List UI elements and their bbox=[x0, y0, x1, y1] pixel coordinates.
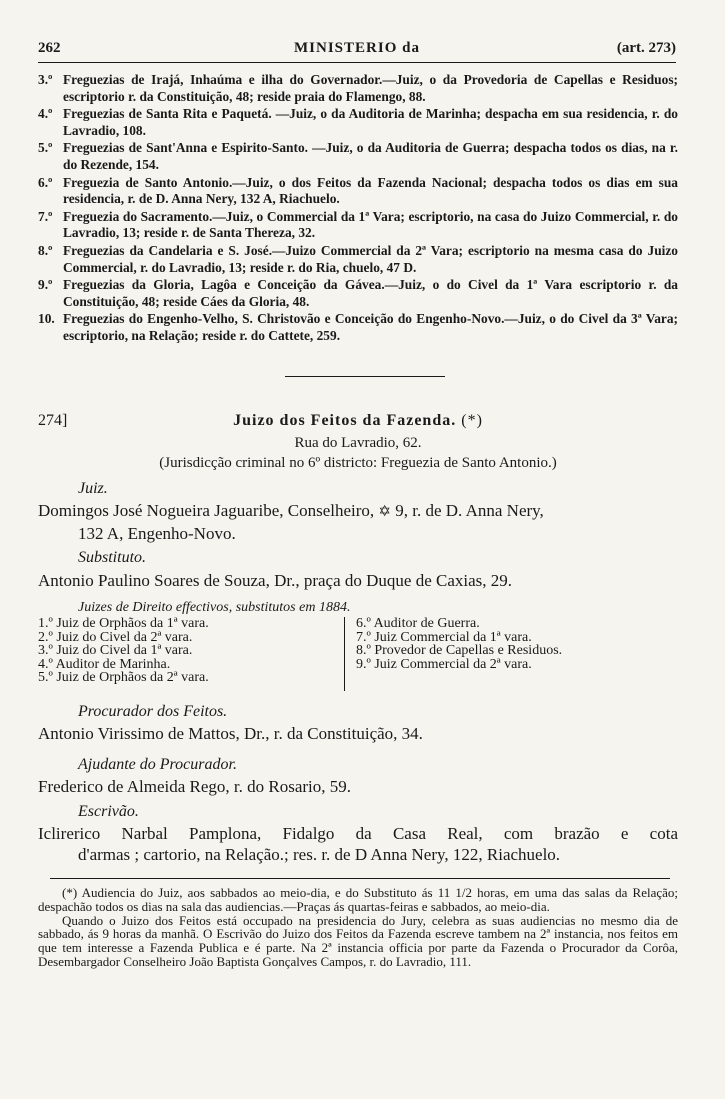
ajudante-entry: Frederico de Almeida Rego, r. do Rosario, 59. bbox=[38, 777, 352, 796]
section-divider bbox=[285, 376, 445, 377]
list-item: 7.º Freguezia do Sacramento.—Juiz, o Commercial da 1ª Vara; escriptorio, na casa do Juizo Commercial, r. do Lavradio, 13; reside r. de Santa Thereza, 32. bbox=[38, 208, 678, 241]
ajudante-label: Ajudante do Procurador. bbox=[78, 756, 237, 773]
list-item: 1.º Juiz de Orphãos da 1ª vara. bbox=[38, 616, 209, 631]
column-divider bbox=[344, 617, 345, 691]
list-item: 8.º Provedor de Capellas e Residuos. bbox=[356, 643, 563, 658]
list-item: 3.º Freguezias de Irajá, Inhaúma e ilha do Governador.—Juiz, o da Provedoria de Capellas e Residuos; escriptorio r. da Constituição, 48; reside praia do Flamengo, 88. bbox=[38, 72, 678, 104]
section-number: 274] bbox=[38, 412, 68, 429]
footnote-paragraph: (*) Audiencia do Juiz, aos sabbados ao meio-dia, e do Substituto ás 11 1/2 horas, em uma das salas da Relação; despachão todos os dias na sala das audiencias.—Praças ás quartas-feiras e sabbados, ao meio-dia. bbox=[38, 885, 678, 914]
running-head bbox=[38, 38, 676, 63]
list-item: 6.º Freguezia de Santo Antonio.—Juiz, o dos Feitos da Fazenda Nacional; despacha todos os dias em sua residencia, r. de D. Anna Nery, 132 A, Riachuelo. bbox=[38, 174, 678, 207]
escrivao-entry: Iclirerico Narbal Pamplona, Fidalgo da Casa Real, com brazão e cota d'armas ; cartorio, na Relação.; res. r. de D Anna Nery, 122, Riachuelo. bbox=[38, 824, 678, 864]
article-reference: (art. 273) bbox=[616, 40, 676, 56]
footnote-mark: (*) bbox=[461, 412, 483, 429]
star-of-david-icon: ✡ bbox=[378, 504, 391, 520]
escrivao-label: Escrivão. bbox=[78, 803, 139, 820]
list-item: 6.º Auditor de Guerra. bbox=[356, 616, 480, 631]
list-item: 4.º Auditor de Marinha. bbox=[38, 656, 171, 672]
list-item: 8.º Freguezias da Candelaria e S. José.—Juizo Commercial da 2ª Vara; escriptorio na mesma casa do Juizo Commercial, r. do Lavradio, 13; reside r. do Ria, chuelo, 47 D. bbox=[38, 242, 678, 275]
section-jurisdiction: (Jurisdicção criminal no 6º districto: Freguezia de Santo Antonio.) bbox=[159, 455, 557, 471]
section-address: Rua do Lavradio, 62. bbox=[294, 435, 422, 451]
running-title: MINISTERIO da bbox=[294, 40, 420, 56]
list-item: 10. Freguezias do Engenho-Velho, S. Christovão e Conceição do Engenho-Novo.—Juiz, o do Civel da 3ª Vara; escriptorio, na Relação; reside r. do Cattete, 259. bbox=[38, 311, 678, 343]
juizes-heading: Juizes de Direito effectivos, substitutos em 1884. bbox=[78, 600, 351, 615]
juiz-entry: Domingos José Nogueira Jaguaribe, Conselheiro, ✡ 9, r. de D. Anna Nery, 132 A, Engenho-Novo. bbox=[38, 501, 544, 543]
list-item: 7.º Juiz Commercial da 1ª vara. bbox=[356, 629, 532, 645]
list-item: 2.º Juiz do Civel da 2ª vara. bbox=[38, 629, 193, 645]
substituto-entry: Antonio Paulino Soares de Souza, Dr., praça do Duque de Caxias, 29. bbox=[38, 571, 513, 590]
procurador-label: Procurador dos Feitos. bbox=[78, 703, 228, 720]
section-title: Juizo dos Feitos da Fazenda. (*) bbox=[233, 412, 483, 429]
list-item: 5.º Juiz de Orphãos da 2ª vara. bbox=[38, 670, 209, 685]
list-item: 4.º Freguezias de Santa Rita e Paquetá. —Juiz, o da Auditoria de Marinha; despacha em sua residencia, r. do Lavradio, 108. bbox=[38, 106, 678, 138]
list-item: 9.º Juiz Commercial da 2ª vara. bbox=[356, 656, 532, 672]
juiz-label: Juiz. bbox=[78, 480, 108, 497]
juizes-left-column bbox=[38, 617, 338, 685]
procurador-entry: Antonio Virissimo de Mattos, Dr., r. da Constituição, 34. bbox=[38, 724, 423, 743]
footnote bbox=[38, 886, 678, 969]
footnote-paragraph: Quando o Juizo dos Feitos está occupado na presidencia do Jury, celebra as suas audiencias no mesmo dia de sabbado, ás 9 horas da manhã. O Escrivão do Juizo dos Feitos da Fazenda escreve tambem na 2ª instancia, nos feitos em que tem interesse a Fazenda Publica e é parte. Na 2ª instancia officia por parte da Fazenda o Procurador da Corôa, Desembargador Conselheiro João Baptista Gonçalves Campos, r. do Lavradio, 111. bbox=[38, 912, 678, 969]
section-heading bbox=[38, 412, 678, 432]
list-item: 9.º Freguezias da Gloria, Lagôa e Conceição da Gávea.—Juiz, o do Civel da 1ª Vara escriptorio r. da Constituição, 48; reside Cáes da Gloria, 48. bbox=[38, 277, 678, 309]
parish-list bbox=[38, 72, 678, 346]
list-item: 5.º Freguezias de Sant'Anna e Espirito-Santo. —Juiz, o da Auditoria de Guerra; despacha todos os dias, na r. do Rezende, 154. bbox=[38, 140, 678, 172]
list-item: 3.º Juiz do Civel da 1ª vara. bbox=[38, 643, 193, 658]
juizes-right-column bbox=[356, 617, 676, 671]
substituto-label: Substituto. bbox=[78, 549, 147, 566]
footnote-divider bbox=[50, 878, 670, 879]
page-number: 262 bbox=[38, 40, 61, 56]
